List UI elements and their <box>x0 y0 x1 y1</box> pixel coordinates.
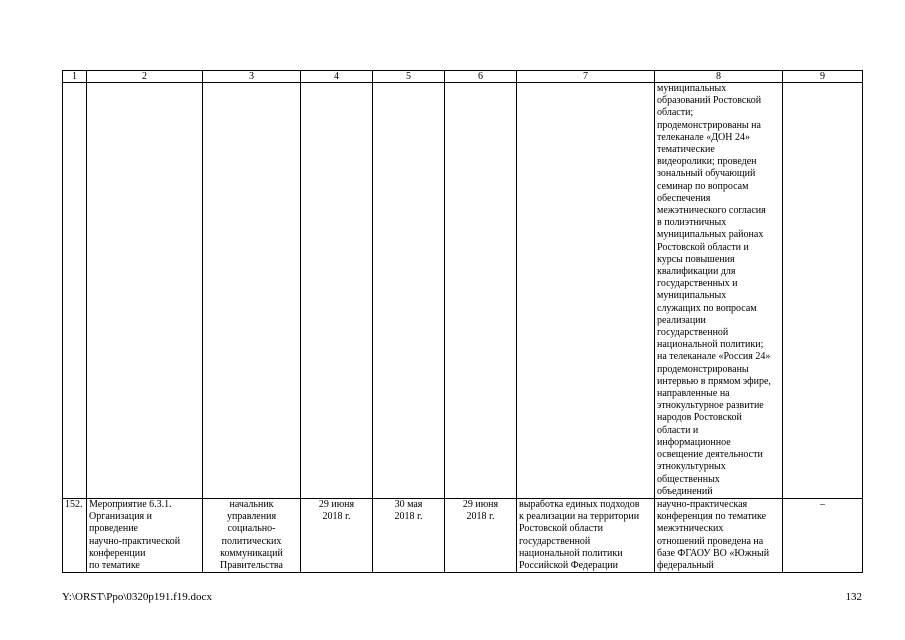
column-header: 5 <box>373 71 445 83</box>
table-cell: муниципальных образований Ростовской области; продемонстрированы на телеканале «ДОН 24» тематические видеоролики; проведен зональный обучающий семинар по вопросам обеспечения межэтнического согласия в полиэтничных муниципальных районах Ростовской области и курсы повышения квалификации для государственных и муниципальных служащих по вопросам реализации государственной национальной политики; на телеканале «Россия 24» продемонстрированы интервью в прямом эфире, направленные на этнокультурное развитие народов Ростовской области и информационное освещение деятельности этнокультурных общественных объединений <box>655 83 783 499</box>
document-table <box>62 70 863 573</box>
column-header: 3 <box>203 71 301 83</box>
table-cell <box>517 83 655 499</box>
table-cell: выработка единых подходов к реализации на территории Ростовской области государственной национальной политики Российской Федерации <box>517 498 655 572</box>
table-cell <box>87 83 203 499</box>
table-cell <box>301 83 373 499</box>
table-cell <box>373 83 445 499</box>
table-header-row <box>63 71 863 83</box>
column-header: 8 <box>655 71 783 83</box>
column-header: 6 <box>445 71 517 83</box>
table-cell <box>445 83 517 499</box>
document-path: Y:\ORST\Ppo\0320p191.f19.docx <box>62 591 212 603</box>
table-cell <box>63 83 87 499</box>
column-header: 2 <box>87 71 203 83</box>
table-cell: начальник управления социально- политических коммуникаций Правительства <box>203 498 301 572</box>
table-cell: Мероприятие 6.3.1. Организация и проведение научно-практической конференции по тематике <box>87 498 203 572</box>
table-cell <box>783 83 863 499</box>
column-header: 1 <box>63 71 87 83</box>
table-cell: 29 июня 2018 г. <box>301 498 373 572</box>
table-cell <box>203 83 301 499</box>
column-header: 7 <box>517 71 655 83</box>
table-cell: 29 июня 2018 г. <box>445 498 517 572</box>
row-number: 152. <box>63 498 87 572</box>
table-cell: научно-практическая конференция по тематике межэтнических отношений проведена на базе ФГАОУ ВО «Южный федеральный <box>655 498 783 572</box>
column-header: 9 <box>783 71 863 83</box>
page-number: 132 <box>845 591 862 603</box>
table-row <box>63 83 863 499</box>
column-header: 4 <box>301 71 373 83</box>
table-cell: 30 мая 2018 г. <box>373 498 445 572</box>
table-cell: – <box>783 498 863 572</box>
table-row <box>63 498 863 572</box>
